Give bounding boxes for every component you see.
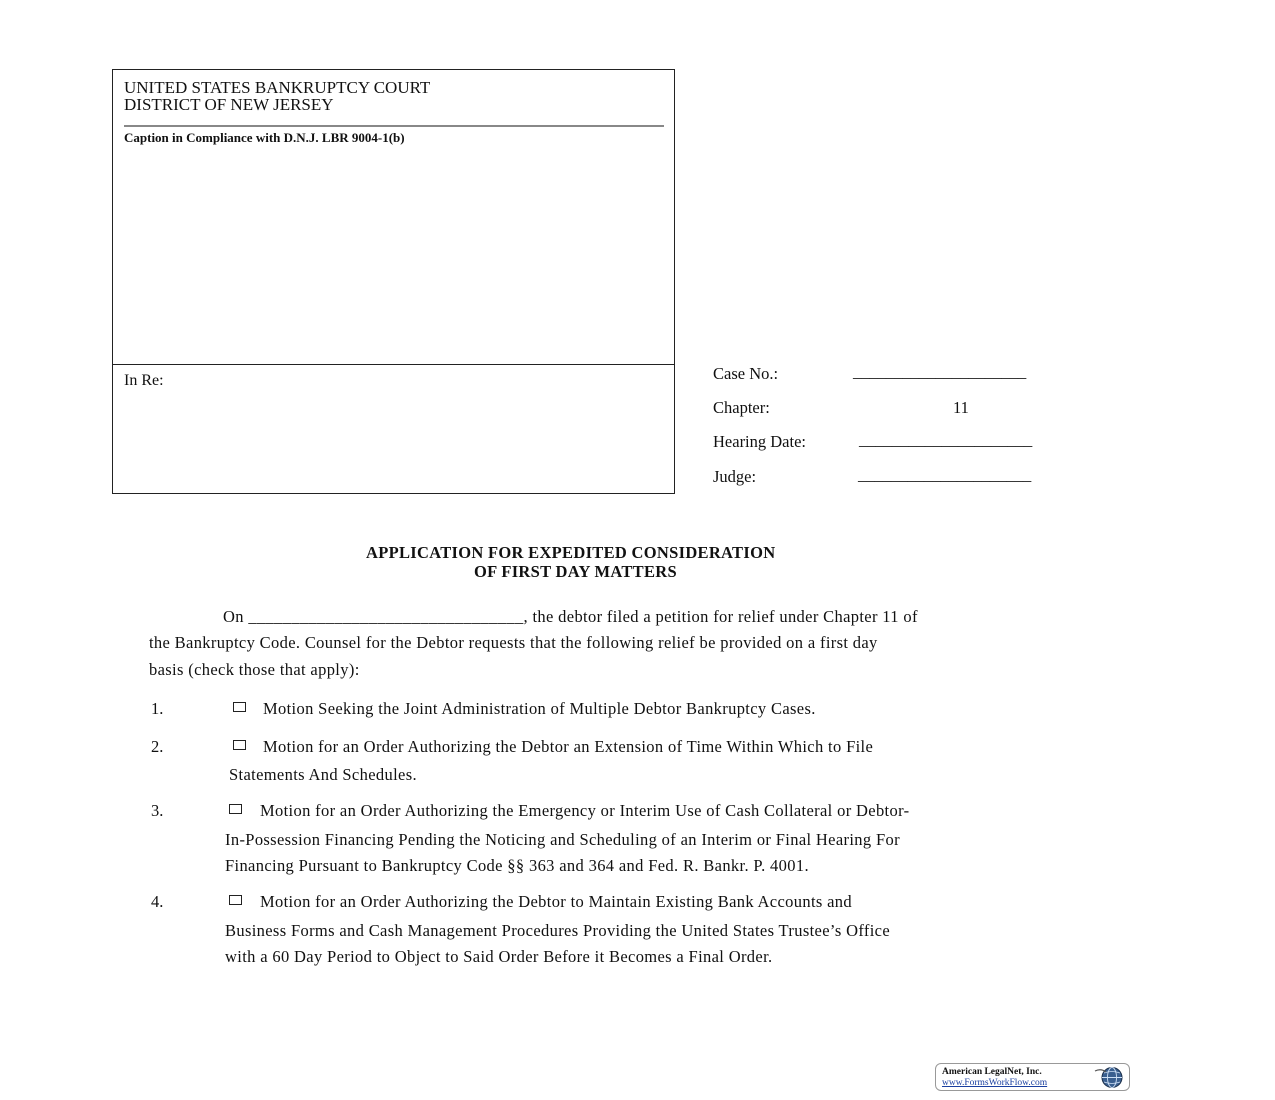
compliance-caption: Caption in Compliance with D.N.J. LBR 9004-1(b) — [124, 130, 405, 145]
item-text: Statements And Schedules. — [229, 765, 417, 784]
footer-logo — [935, 1063, 1130, 1091]
item-checkbox-4[interactable] — [229, 895, 242, 905]
judge-field[interactable]: _____________________ — [858, 465, 1032, 484]
in-re-label: In Re: — [124, 372, 164, 389]
item-checkbox-1[interactable] — [233, 702, 246, 712]
court-name: UNITED STATES BANKRUPTCY COURT — [124, 78, 431, 97]
item-number: 2. — [151, 737, 164, 756]
document-subtitle: OF FIRST DAY MATTERS — [474, 562, 677, 581]
item-text: Financing Pursuant to Bankruptcy Code §§ 363 and 364 and Fed. R. Bankr. P. 4001. — [225, 856, 809, 875]
footer-link[interactable]: www.FormsWorkFlow.com — [942, 1078, 1048, 1088]
item-text: In-Possession Financing Pending the Noticing and Scheduling of an Interim or Final Hearing For — [225, 830, 900, 849]
document-title: APPLICATION FOR EXPEDITED CONSIDERATION — [366, 543, 776, 562]
item-text: Motion for an Order Authorizing the Debtor to Maintain Existing Bank Accounts and — [260, 892, 852, 911]
header-divider — [124, 125, 664, 127]
footer-company: American LegalNet, Inc. — [942, 1067, 1042, 1077]
caption-box — [112, 69, 675, 494]
case-no-field[interactable]: _____________________ — [853, 362, 1027, 381]
item-checkbox-2[interactable] — [233, 740, 246, 750]
intro-line-3: basis (check those that apply): — [149, 660, 360, 679]
caption-divider — [113, 364, 674, 365]
judge-label: Judge: — [713, 467, 757, 486]
item-text: Motion for an Order Authorizing the Debtor an Extension of Time Within Which to File — [263, 737, 874, 756]
chapter-label: Chapter: — [713, 398, 770, 417]
intro-line-2: the Bankruptcy Code. Counsel for the Debtor requests that the following relief be provided on a first day — [149, 633, 878, 652]
intro-line-1: On ________________________________, the debtor filed a petition for relief under Chapter 11 of — [223, 607, 918, 626]
item-number: 4. — [151, 892, 164, 911]
item-text: with a 60 Day Period to Object to Said Order Before it Becomes a Final Order. — [225, 947, 773, 966]
item-text: Motion for an Order Authorizing the Emergency or Interim Use of Cash Collateral or Debtor- — [260, 801, 910, 820]
district-name: DISTRICT OF NEW JERSEY — [124, 95, 334, 114]
case-no-label: Case No.: — [713, 364, 779, 383]
hearing-date-field[interactable]: _____________________ — [859, 430, 1033, 449]
item-text: Business Forms and Cash Management Procedures Providing the United States Trustee’s Office — [225, 921, 891, 940]
chapter-value: 11 — [953, 398, 969, 417]
globe-icon — [1092, 1066, 1126, 1089]
item-number: 3. — [151, 801, 164, 820]
item-text: Motion Seeking the Joint Administration of Multiple Debtor Bankruptcy Cases. — [263, 699, 816, 718]
item-checkbox-3[interactable] — [229, 804, 242, 814]
hearing-date-label: Hearing Date: — [713, 432, 806, 451]
item-number: 1. — [151, 699, 164, 718]
